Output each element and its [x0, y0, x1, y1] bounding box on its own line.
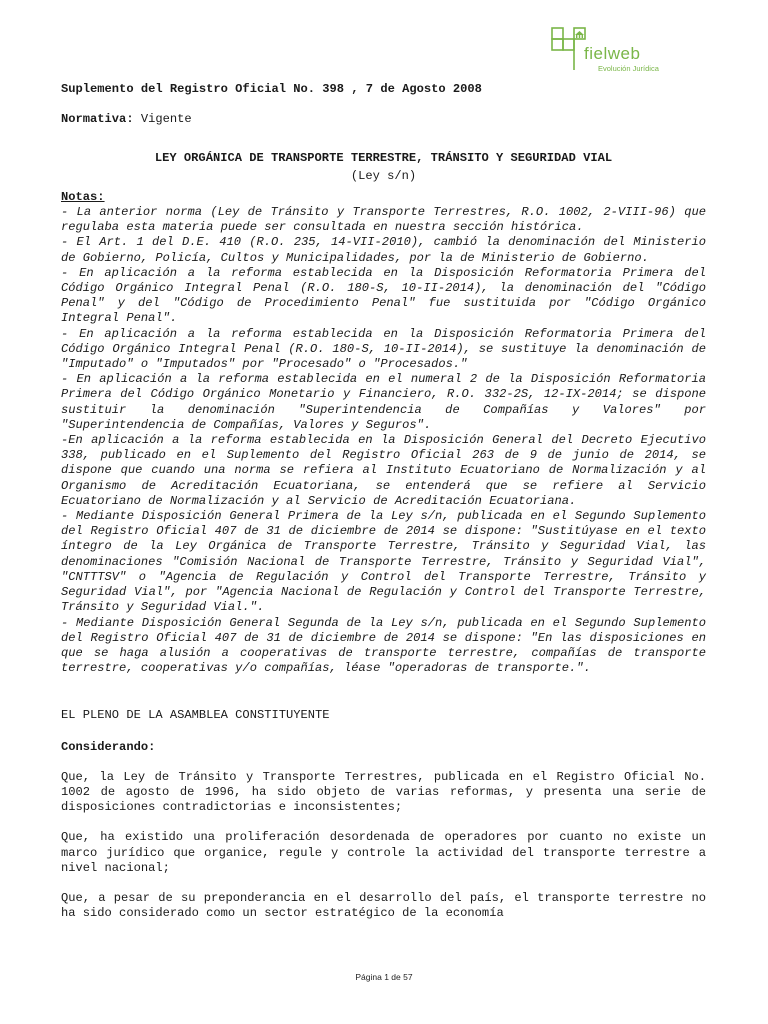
note-item: - Mediante Disposición General Primera de la Ley s/n, publicada en el Segundo Suplemento del Registro Oficial 407 de 31 de diciembre de 2014 se dispone: "Sustitúyase en el texto íntegro de la Ley Orgánica de Transporte Terrestre, Tránsito y Seguridad Vial, las denominaciones "Comisión Nacional de Transporte Terrestre, Tránsito y Seguridad Vial", "CNTTTSV" o "Agencia de Regulación y Control del Transporte Terrestre, Tránsito y Seguridad Vial", por "Agencia Nacional de Regulación y Control del Transporte Terrestre, Tránsito y Seguridad Vial.". [61, 509, 706, 615]
normativa-label: Normativa: [61, 112, 134, 127]
notes-label: Notas: [61, 189, 105, 204]
document-body [61, 82, 706, 921]
whereas-paragraph: Que, a pesar de su preponderancia en el desarrollo del país, el transporte terrestre no ha sido considerado como un sector estratégico de la economía [61, 890, 706, 921]
note-item: - En aplicación a la reforma establecida en el numeral 2 de la Disposición Reformatoria Primera del Código Orgánico Monetario y Financiero, R.O. 332-2S, 12-IX-2014; se dispone sustituir la denominación "Superintendencia de Compañías y Valores" por "Superintendencia de Compañías, Valores y Seguros". [61, 372, 706, 432]
note-item: - El Art. 1 del D.E. 410 (R.O. 235, 14-VII-2010), cambió la denominación del Ministerio de Gobierno, Policía, Cultos y Municipalidades, por la de Ministerio de Gobierno. [61, 235, 706, 265]
logo-wordmark: fielweb [584, 44, 641, 63]
note-item: - Mediante Disposición General Segunda de la Ley s/n, publicada en el Segundo Suplemento del Registro Oficial 407 de 31 de diciembre de 2014 se dispone: "En las disposiciones en que se haga alusión a cooperativas de transporte terrestre, compañías de transporte terrestre, cooperativas y/o compañías, léase "operadoras de transporte.". [61, 615, 706, 676]
note-item: - En aplicación a la reforma establecida en la Disposición Reformatoria Primera del Código Orgánico Integral Penal (R.O. 180-S, 10-II-2014), la denominación del "Código Penal" y del "Código de Procedimiento Penal" fue sustituida por "Código Orgánico Integral Penal". [61, 265, 706, 326]
considerando-label: Considerando: [61, 739, 156, 754]
normativa-value: Vigente [140, 112, 192, 127]
logo-tagline: Evolución Jurídica [598, 64, 659, 73]
note-item: - En aplicación a la reforma establecida en la Disposición Reformatoria Primera del Código Orgánico Integral Penal (R.O. 180-S, 10-II-2014), se sustituye la denominación de "Imputado" o "Imputados" por "Procesado" o "Procesados." [61, 326, 706, 372]
assembly-heading: EL PLENO DE LA ASAMBLEA CONSTITUYENTE [61, 708, 330, 723]
normativa-line [61, 112, 706, 127]
whereas-paragraph: Que, la Ley de Tránsito y Transporte Terrestres, publicada en el Registro Oficial No. 1002 de agosto de 1996, ha sido objeto de varias reformas, y presenta una serie de disposiciones contradictorias e inconsistentes; [61, 769, 706, 815]
page-number: Página 1 de 57 [355, 972, 413, 982]
law-title: LEY ORGÁNICA DE TRANSPORTE TERRESTRE, TRÁNSITO Y SEGURIDAD VIAL [154, 151, 613, 166]
whereas-paragraph: Que, ha existido una proliferación desordenada de operadores por cuanto no existe un marco jurídico que organice, regule y controle la actividad del transporte terrestre a nivel nacional; [61, 830, 706, 875]
note-item: -En aplicación a la reforma establecida en la Disposición General del Decreto Ejecutivo 338, publicado en el Suplemento del Registro Oficial 263 de 9 de junio de 2014, se dispone que cuando una norma se refiera al Instituto Ecuatoriano de Normalización y al Organismo de Acreditación Ecuatoriana, se entenderá que se refiere al Servicio Ecuatoriano de Normalización y al Servicio de Acreditación Ecuatoriana. [61, 433, 706, 508]
note-item: - La anterior norma (Ley de Tránsito y Transporte Terrestres, R.O. 1002, 2-VIII-96) que regulaba esta materia puede ser consultada en nuestra sección histórica. [61, 205, 706, 235]
law-subtitle: (Ley s/n) [350, 168, 417, 183]
supplement-line: Suplemento del Registro Oficial No. 398 , 7 de Agosto 2008 [61, 82, 482, 96]
